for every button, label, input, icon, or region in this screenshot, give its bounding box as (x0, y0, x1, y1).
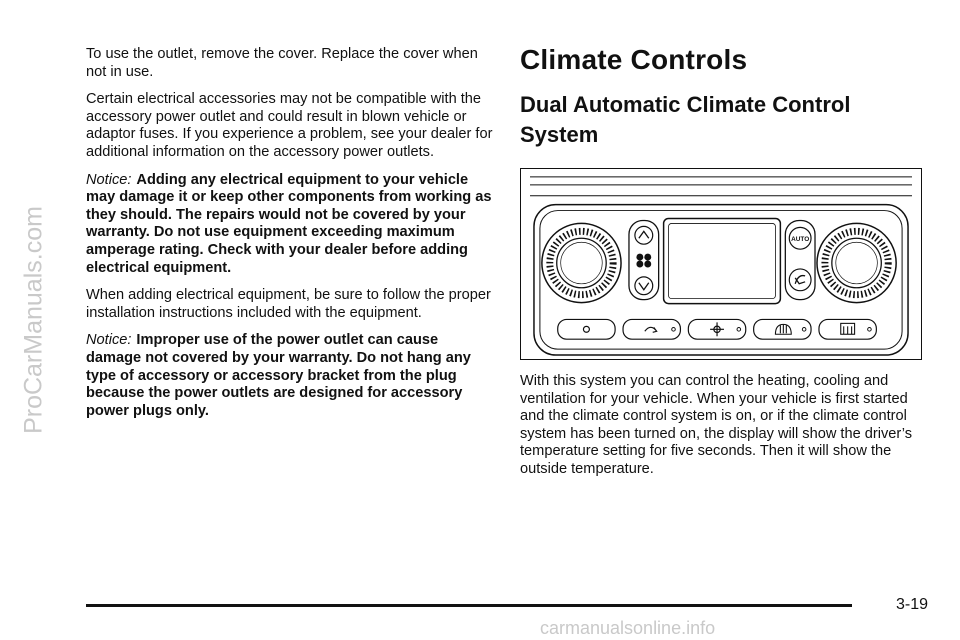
notice-power-outlet (86, 332, 496, 420)
notice-electrical-equipment (86, 172, 496, 278)
auto-label: AUTO (791, 236, 810, 244)
section-heading: Climate Controls (520, 44, 748, 75)
temp-down-arrow-icon (635, 277, 653, 295)
side-watermark (8, 0, 60, 640)
right-column (520, 40, 924, 150)
notice-label: Notice: (86, 171, 132, 188)
header-lines (530, 177, 912, 196)
subsection-heading: Dual Automatic Climate Control System (520, 92, 851, 147)
left-column (86, 46, 496, 430)
side-watermark-text: ProCarManuals.com (19, 206, 48, 434)
notice-text: Improper use of the power outlet can cause damage not covered by your warranty. Do not hang any type of accessory or accessory bracket from the plug because the power outlets are designed for accessory power plugs only. (86, 332, 471, 419)
notice-text: Adding any electrical equipment to your vehicle may damage it or keep other components from working as they should. The repairs would not be covered by your warranty. Do not use equipment exceeding maximum amperage rating. Check with your dealer before adding electrical equipment. (86, 171, 492, 276)
climate-control-illustration (520, 168, 922, 360)
paragraph-outlet-cover: To use the outlet, remove the cover. Replace the cover when not in use. (86, 46, 478, 80)
notice-label: Notice: (86, 332, 132, 349)
paragraph-installation: When adding electrical equipment, be sure to follow the proper installation instructions included with the equipment. (86, 287, 491, 321)
temp-up-arrow-icon (635, 226, 653, 244)
footer-watermark: carmanualsonline.info (540, 618, 716, 638)
page-number: 3-19 (896, 596, 929, 613)
air-delivery-mode-icon (789, 269, 811, 291)
footer-rule (86, 604, 852, 607)
climate-description: With this system you can control the heating, cooling and ventilation for your vehicle. When your vehicle is first started and the climate control system is on, or if the climate control system has been turned on, the display will show the driver’s temperature setting for five seconds. Then it will show the outside temperature. (520, 373, 913, 477)
paragraph-compatibility: Certain electrical accessories may not be compatible with the accessory power outlet and could result in blown vehicle or adaptor fuses. If you experience a problem, see your dealer for additional information on the accessory power outlets. (86, 91, 493, 160)
climate-display (664, 218, 781, 303)
